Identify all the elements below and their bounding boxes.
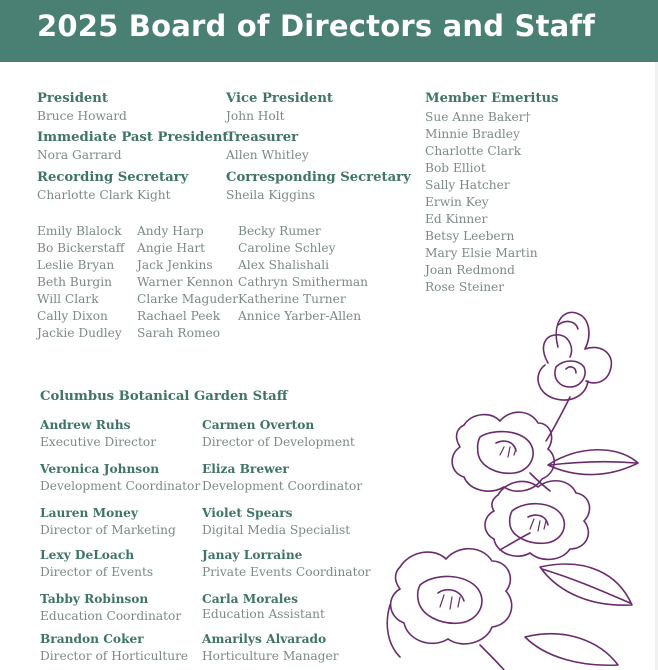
staff-name: Amarilys Alvarado	[202, 632, 327, 646]
staff-title: Horticulture Manager	[202, 649, 339, 663]
staff-name: Tabby Robinson	[40, 592, 149, 606]
list-item: Erwin Key	[425, 195, 489, 209]
list-item: Andy Harp	[137, 224, 204, 238]
list-item: Katherine Turner	[238, 292, 346, 306]
board-list-col1	[37, 223, 124, 342]
list-item: Bob Elliot	[425, 161, 486, 175]
staff-name: Carmen Overton	[202, 418, 315, 432]
member-emeritus-heading: Member Emeritus	[425, 91, 559, 106]
staff-name: Lexy DeLoach	[40, 548, 135, 562]
role-treasurer: Treasurer	[226, 130, 299, 145]
list-item: Sally Hatcher	[425, 178, 510, 192]
list-item: Clarke Maguder	[137, 292, 239, 306]
list-item: Beth Burgin	[37, 275, 112, 289]
staff-name: Carla Morales	[202, 592, 298, 606]
list-item: Rose Steiner	[425, 280, 505, 294]
role-recording-secretary: Recording Secretary	[37, 170, 189, 185]
name-president: Bruce Howard	[37, 109, 127, 123]
role-vice-president: Vice President	[226, 91, 334, 106]
staff-name: Andrew Ruhs	[40, 418, 131, 432]
stem	[546, 397, 570, 441]
staff-name: Lauren Money	[40, 506, 138, 520]
list-item: Angie Hart	[137, 241, 206, 255]
role-president: President	[37, 91, 108, 106]
list-item: Leslie Bryan	[37, 258, 115, 272]
staff-title: Development Coordinator	[202, 479, 363, 493]
staff-title: Private Events Coordinator	[202, 565, 371, 579]
name-corresponding-secretary: Sheila Kiggins	[226, 188, 315, 202]
staff-title: Director of Events	[40, 565, 154, 579]
staff-title: Director of Marketing	[40, 523, 176, 537]
list-item: Ed Kinner	[425, 212, 488, 226]
staff-title: Digital Media Specialist	[202, 523, 351, 537]
board-list-col3	[238, 223, 368, 325]
staff-name: Brandon Coker	[40, 632, 144, 646]
member-emeritus-list	[425, 109, 538, 296]
staff-title: Education Coordinator	[40, 609, 182, 623]
role-immediate-past-president: Immediate Past President	[37, 130, 229, 145]
staff-name: Eliza Brewer	[202, 462, 289, 476]
board-list-col2	[137, 223, 238, 342]
list-item: Jackie Dudley	[37, 326, 122, 340]
list-item: Warner Kennon	[137, 275, 234, 289]
staff-name: Janay Lorraine	[202, 548, 303, 562]
list-item: Will Clark	[37, 292, 99, 306]
staff-heading: Columbus Botanical Garden Staff	[40, 389, 288, 404]
list-item: Sue Anne Baker†	[425, 110, 531, 124]
flower-illustration-icon	[380, 305, 655, 670]
staff-title: Director of Development	[202, 435, 355, 449]
name-treasurer: Allen Whitley	[226, 148, 309, 162]
list-item: Rachael Peek	[137, 309, 221, 323]
staff-title: Education Assistant	[202, 607, 325, 621]
list-item: Joan Redmond	[425, 263, 515, 277]
list-item: Sarah Romeo	[137, 326, 221, 340]
page-title: 2025 Board of Directors and Staff	[37, 9, 596, 43]
list-item: Cally Dixon	[37, 309, 108, 323]
staff-name: Veronica Johnson	[40, 462, 160, 476]
staff-title: Executive Director	[40, 435, 157, 449]
list-item: Minnie Bradley	[425, 127, 520, 141]
list-item: Jack Jenkins	[137, 258, 213, 272]
list-item: Annice Yarber-Allen	[238, 309, 362, 323]
list-item: Betsy Leebern	[425, 229, 515, 243]
name-immediate-past-president: Nora Garrard	[37, 148, 122, 162]
name-vice-president: John Holt	[226, 109, 285, 123]
list-item: Caroline Schley	[238, 241, 336, 255]
list-item: Emily Blalock	[37, 224, 122, 238]
list-item: Becky Rumer	[238, 224, 321, 238]
list-item: Alex Shalishali	[238, 258, 330, 272]
staff-title: Director of Horticulture	[40, 649, 189, 663]
list-item: Charlotte Clark	[425, 144, 522, 158]
name-recording-secretary: Charlotte Clark Kight	[37, 188, 171, 202]
list-item: Bo Bickerstaff	[37, 241, 125, 255]
title-banner	[0, 0, 658, 62]
list-item: Cathryn Smitherman	[238, 275, 369, 289]
role-corresponding-secretary: Corresponding Secretary	[226, 170, 411, 185]
staff-name: Violet Spears	[202, 506, 293, 520]
list-item: Mary Elsie Martin	[425, 246, 538, 260]
staff-title: Development Coordinator	[40, 479, 201, 493]
